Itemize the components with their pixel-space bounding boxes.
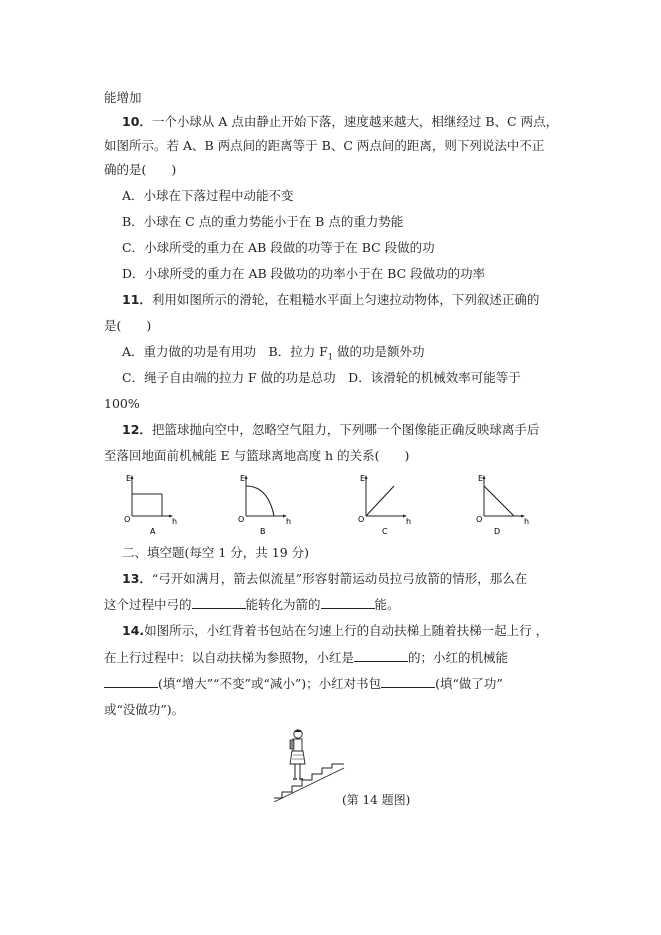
graph-a xyxy=(120,472,178,534)
option-a: A．小球在下落过程中动能不变 xyxy=(122,188,294,203)
origin-label: O xyxy=(124,515,131,524)
option-b: B．小球在 C 点的重力势能小于在 B 点的重力势能 xyxy=(122,214,404,229)
axis-label-h: h xyxy=(524,517,530,526)
question-14: 14.如图所示，小红背着书包站在匀速上行的自动扶梯上随着扶梯一起上行 ， xyxy=(122,623,549,638)
text-line: 是( ) xyxy=(104,318,152,333)
option-ab: A．重力做的功是有用功 B．拉力 $F_1$ 做的功是额外功 xyxy=(122,344,425,362)
question-10: 10．一个小球从 A 点由静止开始下落，速度越来越大，相继经过 B、C 两点， xyxy=(122,114,559,129)
answer-blank[interactable] xyxy=(104,676,158,688)
axis-label-e: E xyxy=(360,474,366,483)
graph-c xyxy=(354,472,412,534)
answer-blank[interactable] xyxy=(354,650,408,662)
option-d: D．小球所受的重力在 AB 段做功的功率小于在 BC 段做功的功率 xyxy=(122,266,486,281)
question-12: 12．把篮球抛向空中，忽略空气阻力，下列哪一个图像能正确反映球离手后 xyxy=(122,422,540,437)
text-line: 100% xyxy=(104,396,140,411)
axis-label-h: h xyxy=(286,517,292,526)
graph-d xyxy=(472,472,530,534)
answer-blank[interactable] xyxy=(381,676,435,688)
question-11: 11．利用如图所示的滑轮，在粗糙水平面上匀速拉动物体，下列叙述正确的 xyxy=(122,292,540,307)
option-c: C．小球所受的重力在 AB 段做的功等于在 BC 段做的功 xyxy=(122,240,435,255)
text-line: 在上行过程中：以自动扶梯为参照物，小红是 的；小红的机械能 xyxy=(104,650,509,665)
section-heading: 二、填空题(每空 1 分，共 19 分) xyxy=(122,545,310,560)
graph-label: A xyxy=(150,527,156,536)
figure-caption: (第 14 题图) xyxy=(342,793,411,807)
graph-label: B xyxy=(260,527,266,536)
escalator-figure xyxy=(270,722,346,802)
text-line: 这个过程中弓的 能转化为箭的 能。 xyxy=(104,597,400,612)
axis-label-h: h xyxy=(406,517,412,526)
origin-label: O xyxy=(476,515,483,524)
axis-label-e: E xyxy=(240,474,246,483)
answer-blank[interactable] xyxy=(321,597,375,609)
text-line: 确的是( ) xyxy=(104,162,177,177)
text-line: 如图所示。若 A、B 两点间的距离等于 B、C 两点间的距离，则下列说法中不正 xyxy=(104,138,545,153)
text-line: 或“没做功”)。 xyxy=(104,702,185,717)
origin-label: O xyxy=(238,515,245,524)
axis-label-h: h xyxy=(172,517,178,526)
question-13: 13．“弓开如满月，箭去似流星”形容射箭运动员拉弓放箭的情形，那么在 xyxy=(122,571,528,586)
option-cd: C．绳子自由端的拉力 F 做的功是总功 D．该滑轮的机械效率可能等于 xyxy=(122,370,521,385)
origin-label: O xyxy=(358,515,365,524)
text-line: (填“增大”“不变”或“减小”)；小红对书包 (填“做了功” xyxy=(104,676,503,692)
graph-label: D xyxy=(494,527,501,536)
axis-label-e: E xyxy=(126,474,132,483)
graph-b xyxy=(234,472,292,534)
text-line: 能增加 xyxy=(104,90,142,105)
graph-label: C xyxy=(382,527,388,536)
answer-blank[interactable] xyxy=(192,597,246,609)
text-line: 至落回地面前机械能 E 与篮球离地高度 h 的关系( ) xyxy=(104,448,410,463)
axis-label-e: E xyxy=(478,474,484,483)
